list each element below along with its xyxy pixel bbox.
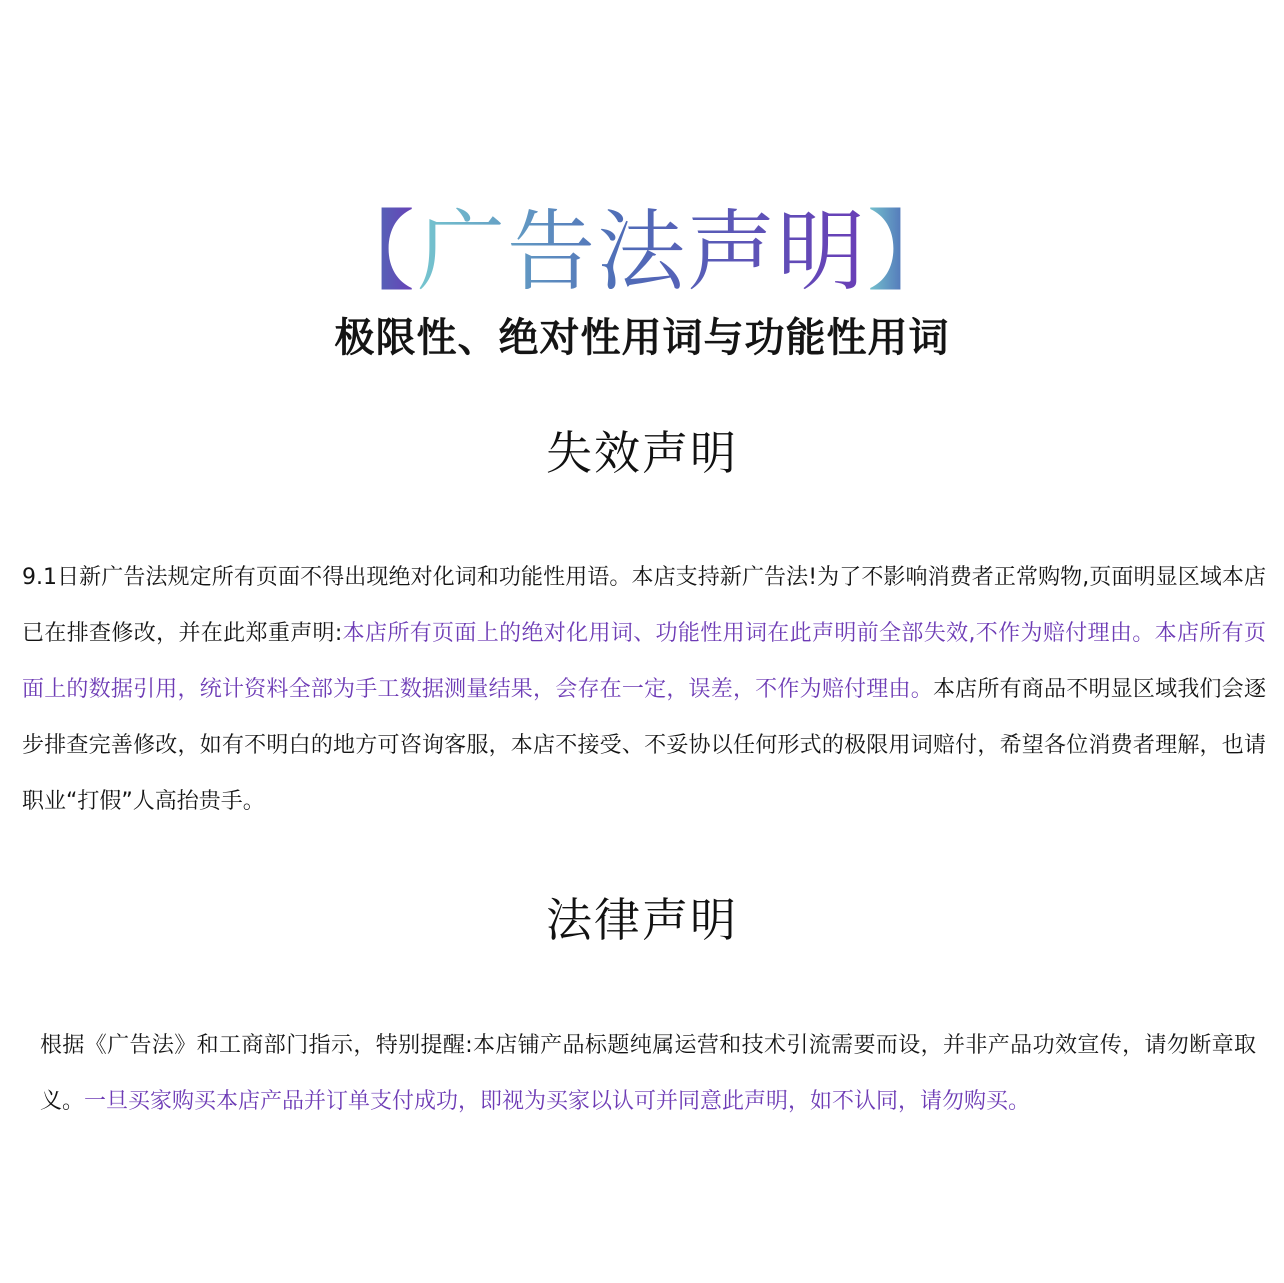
title-bracket-close: 】	[867, 199, 958, 303]
legal-statement-paragraph	[40, 1018, 1256, 1130]
invalidity-text-highlight: 本店所有页面上的绝对化用词、功能性用词在此声明前全部失效,不作为赔付理由。本店所有页面上的数据引用，统计资料全部为手工数据测量结果，会存在一定，误差，不作为赔付理由。	[22, 621, 1266, 702]
legal-text-highlight: 一旦买家购买本店产品并订单支付成功，即视为买家以认可并同意此声明，如不认同，请勿购买。	[84, 1089, 1031, 1114]
title-text: 广告法声明	[416, 199, 867, 303]
invalidity-text-closing: 本店所有商品不明显区域我们会逐步排查完善修改，如有不明白的地方可咨询客服，本店不接受、不妥协以任何形式的极限用词赔付，希望各位消费者理解，也请职业“打假”人高抬贵手。	[22, 677, 1266, 814]
title-bracket-open: 【	[326, 199, 417, 303]
subheading: 极限性、绝对性用词与功能性用词	[334, 315, 950, 361]
page-title	[0, 197, 1284, 307]
legal-statement-title: 法律声明	[546, 893, 738, 947]
invalidity-statement-paragraph	[22, 550, 1266, 830]
invalidity-text-intro: 9.1日新广告法规定所有页面不得出现绝对化词和功能性用语。本店支持新广告法!为了不影响消费者正常购物,页面明显区域本店已在排查修改，并在此郑重声明:	[22, 565, 1266, 646]
invalidity-statement-title: 失效声明	[546, 426, 738, 480]
legal-text-intro: 根据《广告法》和工商部门指示，特别提醒:本店铺产品标题纯属运营和技术引流需要而设，并非产品功效宣传，请勿断章取义。	[40, 1033, 1256, 1114]
